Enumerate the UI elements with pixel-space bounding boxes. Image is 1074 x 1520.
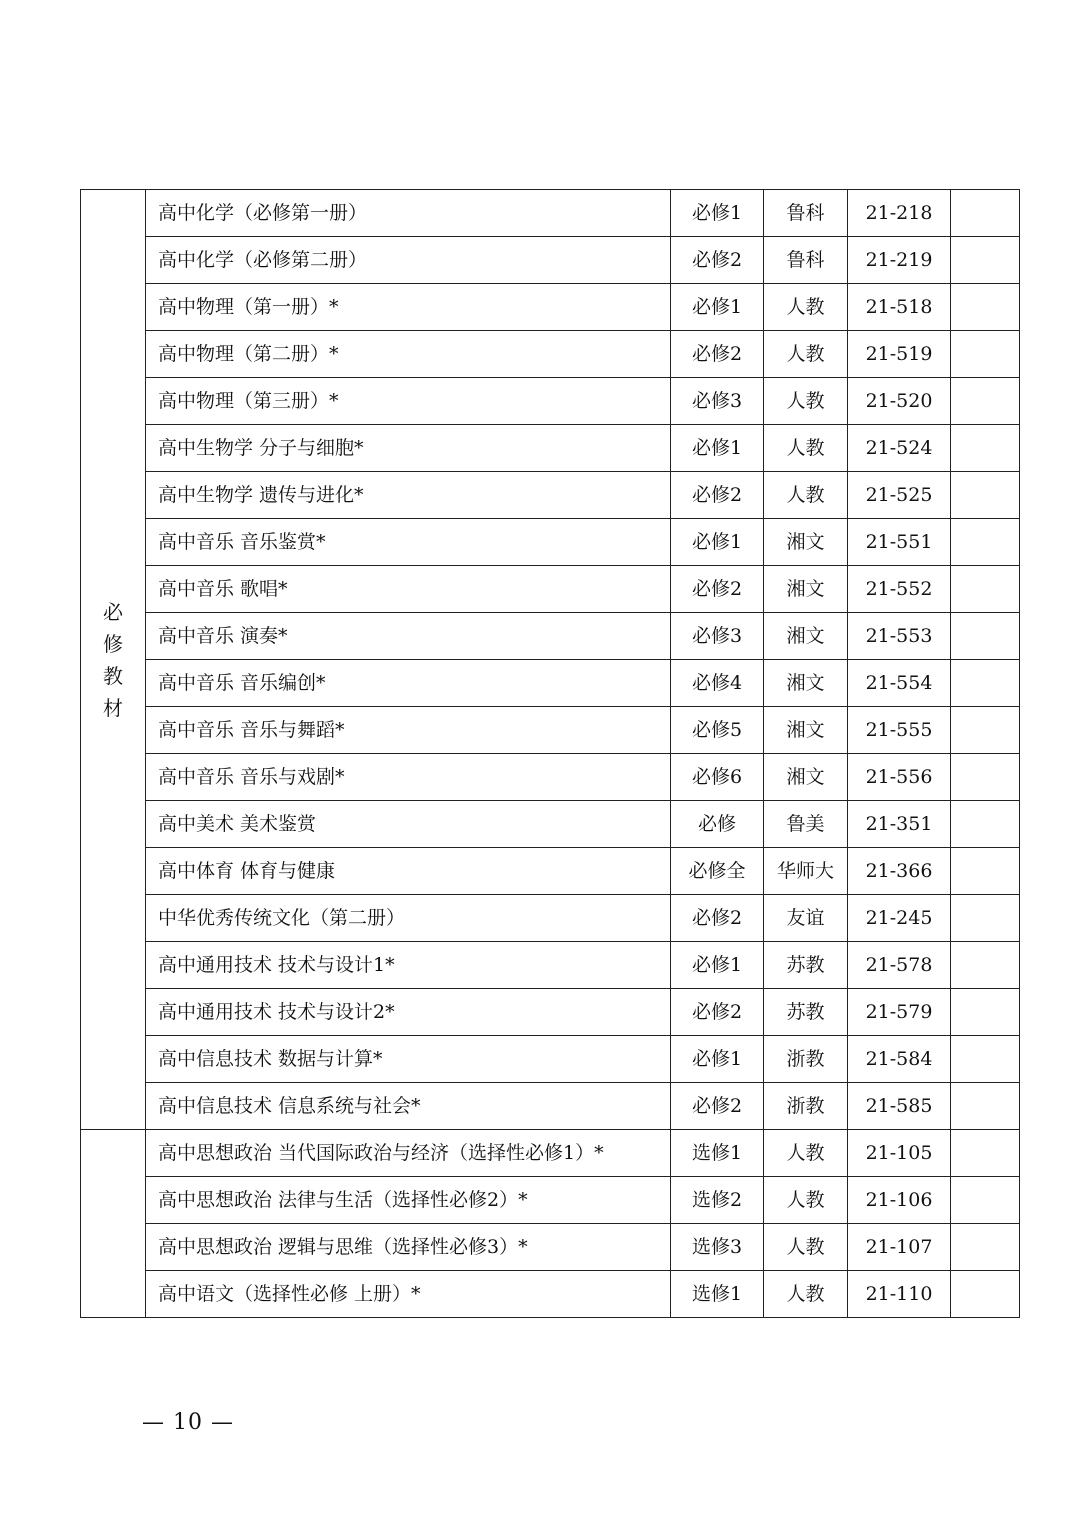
publisher-cell: 人教 xyxy=(764,425,848,472)
book-title-cell: 高中信息技术 数据与计算* xyxy=(146,1036,671,1083)
book-title-cell: 高中物理（第一册）* xyxy=(146,284,671,331)
module-cell: 必修6 xyxy=(671,754,764,801)
code-cell: 21-525 xyxy=(848,472,951,519)
note-cell xyxy=(951,566,1020,613)
book-title-cell: 高中体育 体育与健康 xyxy=(146,848,671,895)
module-cell: 必修5 xyxy=(671,707,764,754)
table-row xyxy=(81,660,1020,707)
note-cell xyxy=(951,190,1020,237)
book-title-cell: 高中生物学 分子与细胞* xyxy=(146,425,671,472)
module-cell: 必修4 xyxy=(671,660,764,707)
table-row xyxy=(81,613,1020,660)
module-cell: 必修1 xyxy=(671,942,764,989)
note-cell xyxy=(951,801,1020,848)
module-cell: 必修3 xyxy=(671,378,764,425)
code-cell: 21-107 xyxy=(848,1224,951,1271)
book-title-cell: 高中音乐 音乐鉴赏* xyxy=(146,519,671,566)
table-row xyxy=(81,801,1020,848)
module-cell: 必修2 xyxy=(671,331,764,378)
module-cell: 必修2 xyxy=(671,566,764,613)
note-cell xyxy=(951,754,1020,801)
note-cell xyxy=(951,472,1020,519)
note-cell xyxy=(951,1036,1020,1083)
table-row xyxy=(81,519,1020,566)
code-cell: 21-219 xyxy=(848,237,951,284)
book-title-cell: 高中思想政治 当代国际政治与经济（选择性必修1）* xyxy=(146,1130,671,1177)
publisher-cell: 人教 xyxy=(764,1177,848,1224)
note-cell xyxy=(951,660,1020,707)
module-cell: 选修2 xyxy=(671,1177,764,1224)
book-title-cell: 高中思想政治 逻辑与思维（选择性必修3）* xyxy=(146,1224,671,1271)
module-cell: 必修全 xyxy=(671,848,764,895)
code-cell: 21-105 xyxy=(848,1130,951,1177)
module-cell: 选修3 xyxy=(671,1224,764,1271)
publisher-cell: 华师大 xyxy=(764,848,848,895)
code-cell: 21-555 xyxy=(848,707,951,754)
note-cell xyxy=(951,895,1020,942)
module-cell: 选修1 xyxy=(671,1271,764,1318)
book-title-cell: 中华优秀传统文化（第二册） xyxy=(146,895,671,942)
publisher-cell: 苏教 xyxy=(764,989,848,1036)
module-cell: 必修 xyxy=(671,801,764,848)
publisher-cell: 湘文 xyxy=(764,519,848,566)
book-title-cell: 高中信息技术 信息系统与社会* xyxy=(146,1083,671,1130)
module-cell: 选修1 xyxy=(671,1130,764,1177)
code-cell: 21-552 xyxy=(848,566,951,613)
category-label: 必修教材 xyxy=(103,599,123,720)
publisher-cell: 人教 xyxy=(764,331,848,378)
code-cell: 21-518 xyxy=(848,284,951,331)
publisher-cell: 湘文 xyxy=(764,754,848,801)
book-title-cell: 高中思想政治 法律与生活（选择性必修2）* xyxy=(146,1177,671,1224)
book-title-cell: 高中生物学 遗传与进化* xyxy=(146,472,671,519)
publisher-cell: 人教 xyxy=(764,378,848,425)
table-row xyxy=(81,566,1020,613)
note-cell xyxy=(951,1271,1020,1318)
book-title-cell: 高中化学（必修第一册） xyxy=(146,190,671,237)
note-cell xyxy=(951,331,1020,378)
code-cell: 21-553 xyxy=(848,613,951,660)
publisher-cell: 鲁科 xyxy=(764,190,848,237)
table-row xyxy=(81,425,1020,472)
code-cell: 21-585 xyxy=(848,1083,951,1130)
code-cell: 21-524 xyxy=(848,425,951,472)
module-cell: 必修1 xyxy=(671,1036,764,1083)
publisher-cell: 湘文 xyxy=(764,707,848,754)
table-row xyxy=(81,378,1020,425)
publisher-cell: 人教 xyxy=(764,1271,848,1318)
code-cell: 21-366 xyxy=(848,848,951,895)
table-row xyxy=(81,1036,1020,1083)
code-cell: 21-351 xyxy=(848,801,951,848)
table-row xyxy=(81,895,1020,942)
table-row xyxy=(81,237,1020,284)
category-cell-elective xyxy=(81,1130,146,1318)
book-title-cell: 高中物理（第三册）* xyxy=(146,378,671,425)
page-number: — 10 — xyxy=(142,1410,234,1435)
table-row xyxy=(81,1083,1020,1130)
publisher-cell: 友谊 xyxy=(764,895,848,942)
module-cell: 必修2 xyxy=(671,472,764,519)
publisher-cell: 湘文 xyxy=(764,613,848,660)
book-title-cell: 高中物理（第二册）* xyxy=(146,331,671,378)
table-row xyxy=(81,1130,1020,1177)
publisher-cell: 湘文 xyxy=(764,660,848,707)
note-cell xyxy=(951,989,1020,1036)
table-row xyxy=(81,942,1020,989)
publisher-cell: 鲁美 xyxy=(764,801,848,848)
book-title-cell: 高中化学（必修第二册） xyxy=(146,237,671,284)
code-cell: 21-584 xyxy=(848,1036,951,1083)
note-cell xyxy=(951,1083,1020,1130)
table-row xyxy=(81,707,1020,754)
code-cell: 21-110 xyxy=(848,1271,951,1318)
note-cell xyxy=(951,613,1020,660)
publisher-cell: 浙教 xyxy=(764,1036,848,1083)
code-cell: 21-556 xyxy=(848,754,951,801)
note-cell xyxy=(951,848,1020,895)
publisher-cell: 人教 xyxy=(764,1224,848,1271)
note-cell xyxy=(951,425,1020,472)
book-title-cell: 高中通用技术 技术与设计1* xyxy=(146,942,671,989)
publisher-cell: 人教 xyxy=(764,1130,848,1177)
table-row xyxy=(81,754,1020,801)
textbook-table-body xyxy=(81,190,1020,1318)
table-row xyxy=(81,190,1020,237)
note-cell xyxy=(951,1177,1020,1224)
module-cell: 必修1 xyxy=(671,284,764,331)
book-title-cell: 高中美术 美术鉴赏 xyxy=(146,801,671,848)
note-cell xyxy=(951,1224,1020,1271)
note-cell xyxy=(951,378,1020,425)
publisher-cell: 人教 xyxy=(764,472,848,519)
note-cell xyxy=(951,519,1020,566)
table-row xyxy=(81,472,1020,519)
code-cell: 21-578 xyxy=(848,942,951,989)
table-row xyxy=(81,284,1020,331)
module-cell: 必修2 xyxy=(671,895,764,942)
note-cell xyxy=(951,707,1020,754)
code-cell: 21-106 xyxy=(848,1177,951,1224)
publisher-cell: 湘文 xyxy=(764,566,848,613)
publisher-cell: 鲁科 xyxy=(764,237,848,284)
book-title-cell: 高中通用技术 技术与设计2* xyxy=(146,989,671,1036)
code-cell: 21-551 xyxy=(848,519,951,566)
module-cell: 必修2 xyxy=(671,989,764,1036)
category-cell-required xyxy=(81,190,146,1130)
table-row xyxy=(81,848,1020,895)
textbook-table xyxy=(80,189,1020,1318)
note-cell xyxy=(951,1130,1020,1177)
code-cell: 21-218 xyxy=(848,190,951,237)
note-cell xyxy=(951,237,1020,284)
module-cell: 必修3 xyxy=(671,613,764,660)
module-cell: 必修2 xyxy=(671,1083,764,1130)
publisher-cell: 浙教 xyxy=(764,1083,848,1130)
code-cell: 21-520 xyxy=(848,378,951,425)
module-cell: 必修1 xyxy=(671,519,764,566)
table-row xyxy=(81,989,1020,1036)
book-title-cell: 高中音乐 演奏* xyxy=(146,613,671,660)
module-cell: 必修1 xyxy=(671,425,764,472)
publisher-cell: 人教 xyxy=(764,284,848,331)
code-cell: 21-579 xyxy=(848,989,951,1036)
table-row xyxy=(81,1177,1020,1224)
module-cell: 必修2 xyxy=(671,237,764,284)
module-cell: 必修1 xyxy=(671,190,764,237)
book-title-cell: 高中音乐 音乐与戏剧* xyxy=(146,754,671,801)
note-cell xyxy=(951,942,1020,989)
table-row xyxy=(81,331,1020,378)
code-cell: 21-519 xyxy=(848,331,951,378)
table-row xyxy=(81,1271,1020,1318)
publisher-cell: 苏教 xyxy=(764,942,848,989)
book-title-cell: 高中音乐 音乐与舞蹈* xyxy=(146,707,671,754)
book-title-cell: 高中音乐 音乐编创* xyxy=(146,660,671,707)
code-cell: 21-245 xyxy=(848,895,951,942)
note-cell xyxy=(951,284,1020,331)
table-row xyxy=(81,1224,1020,1271)
book-title-cell: 高中语文（选择性必修 上册）* xyxy=(146,1271,671,1318)
code-cell: 21-554 xyxy=(848,660,951,707)
book-title-cell: 高中音乐 歌唱* xyxy=(146,566,671,613)
